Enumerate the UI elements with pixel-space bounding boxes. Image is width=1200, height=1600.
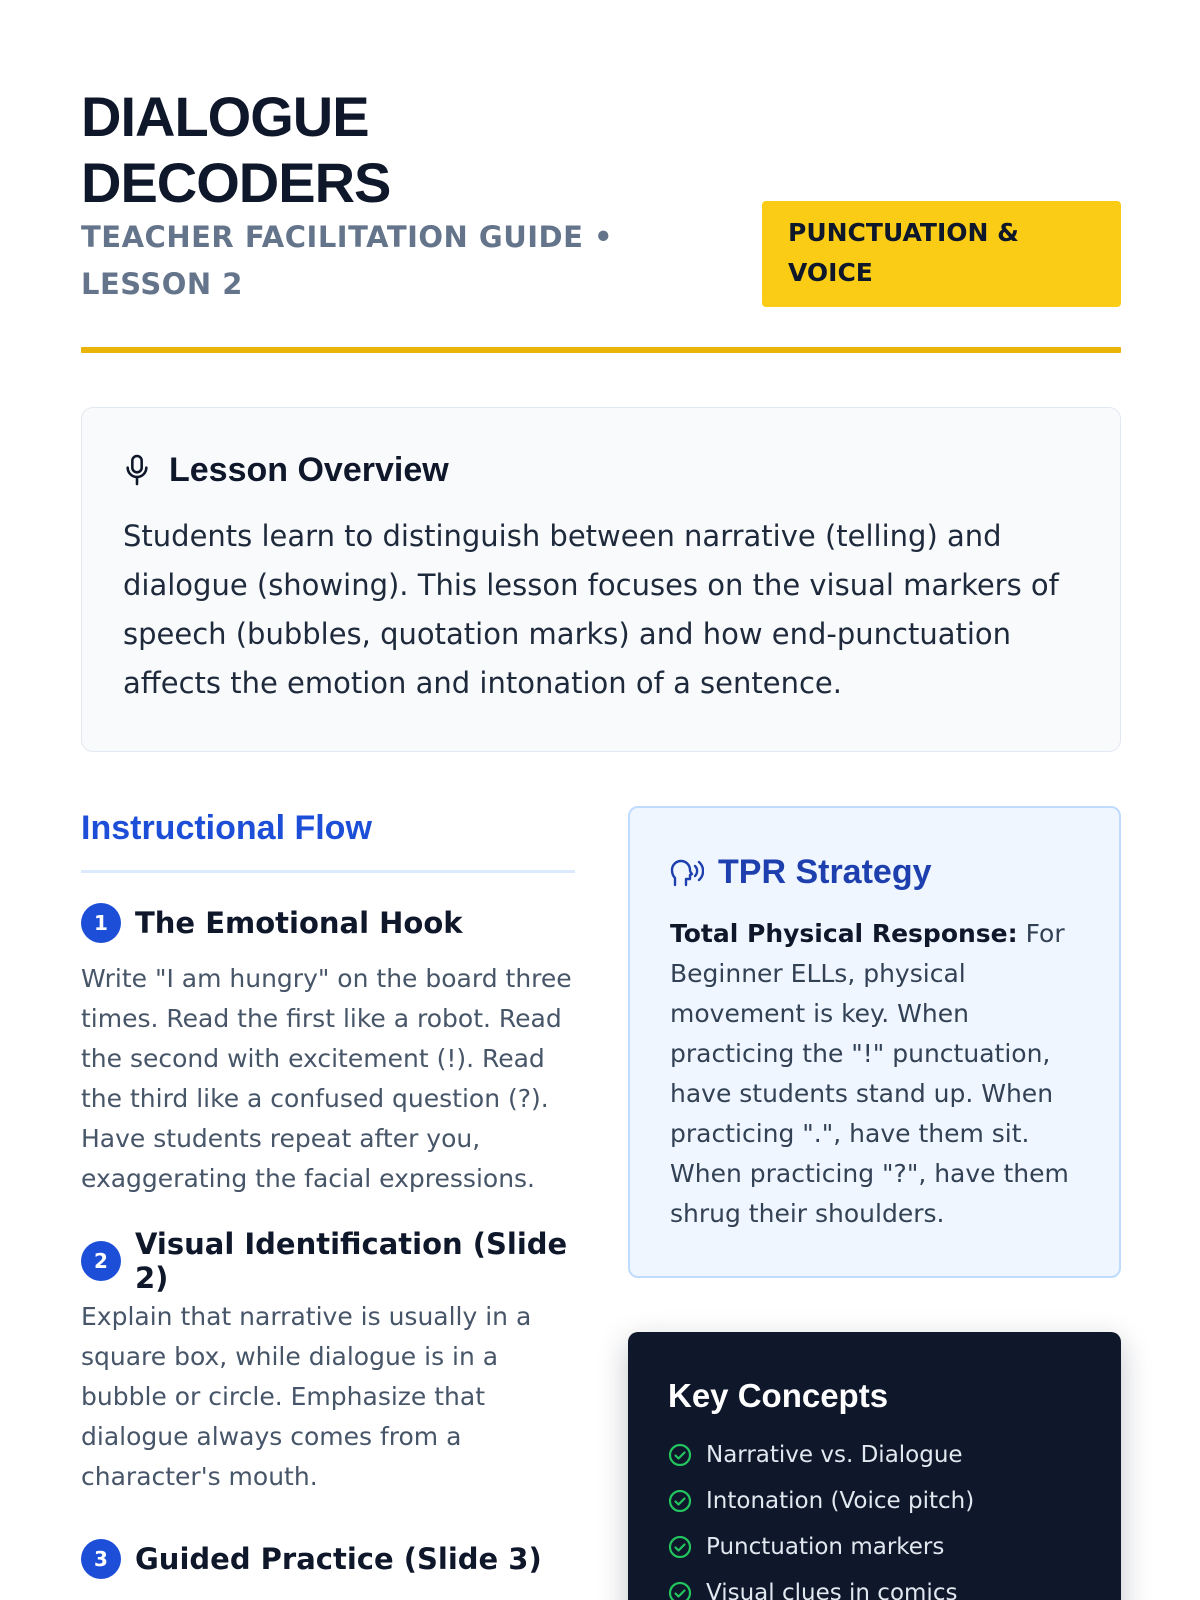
step-number-badge: 2 — [81, 1241, 121, 1281]
overview-title: Lesson Overview — [169, 450, 449, 489]
flow-title: Instructional Flow — [81, 809, 372, 847]
page-subtitle: TEACHER FACILITATION GUIDE • LESSON 2 — [81, 220, 614, 301]
step-text: Explain that narrative is usually in a square box, while dialogue is in a bubble or circle. Emphasize that dialogue always comes from a character's mouth. — [81, 1302, 532, 1491]
flow-step-3 — [81, 1539, 575, 1579]
concept-list — [668, 1432, 1081, 1600]
tpr-header — [670, 850, 1079, 894]
step-header — [81, 1539, 575, 1579]
lesson-overview-card — [81, 407, 1121, 752]
tpr-strategy-card — [628, 806, 1121, 1278]
title-line-1: DIALOGUE — [81, 85, 369, 148]
concepts-title: Key Concepts — [668, 1377, 889, 1414]
concept-item — [668, 1478, 1081, 1524]
key-concepts-card — [628, 1332, 1121, 1600]
flow-step-1 — [81, 903, 575, 1199]
instructional-flow — [81, 806, 575, 1579]
step-header — [81, 903, 575, 943]
header-divider — [81, 347, 1121, 353]
step-title: The Emotional Hook — [135, 906, 463, 940]
topic-badge: PUNCTUATION & VOICE — [762, 201, 1121, 307]
check-circle-icon — [668, 1581, 692, 1600]
lesson-guide-page — [81, 0, 1121, 1600]
check-circle-icon — [668, 1443, 692, 1467]
step-text: Write "I am hungry" on the board three times. Read the first like a robot. Read the second with excitement (!). Read the third like a confused question (?). Have students repeat after you, exaggerating the facial expressions. — [81, 964, 572, 1193]
speaking-head-icon — [670, 857, 704, 887]
page-title — [81, 84, 741, 216]
step-number-badge: 3 — [81, 1539, 121, 1579]
title-line-2: DECODERS — [81, 151, 391, 214]
flow-step-2 — [81, 1227, 575, 1497]
check-circle-icon — [668, 1489, 692, 1513]
microphone-icon — [123, 453, 151, 487]
step-title: Visual Identification (Slide 2) — [135, 1227, 568, 1295]
concept-label: Narrative vs. Dialogue — [706, 1442, 963, 1468]
step-header — [81, 1227, 575, 1295]
flow-divider — [81, 870, 575, 873]
concept-label: Intonation (Voice pitch) — [706, 1488, 975, 1514]
tpr-body: For Beginner ELLs, physical movement is key. When practicing the "!" punctuation, have students stand up. When practicing ".", have them sit. When practicing "?", have them shrug their shoulders. — [670, 919, 1069, 1228]
tpr-title: TPR Strategy — [718, 852, 932, 891]
tpr-text — [670, 914, 1079, 1234]
check-circle-icon — [668, 1535, 692, 1559]
concept-label: Visual clues in comics — [706, 1580, 958, 1600]
concept-item — [668, 1432, 1081, 1478]
concept-label: Punctuation markers — [706, 1534, 945, 1560]
step-title: Guided Practice (Slide 3) — [135, 1542, 542, 1576]
overview-header — [123, 448, 1079, 492]
concept-item — [668, 1524, 1081, 1570]
step-number-badge: 1 — [81, 903, 121, 943]
concept-item — [668, 1570, 1081, 1600]
tpr-lead: Total Physical Response: — [670, 919, 1018, 948]
overview-text: Students learn to distinguish between narrative (telling) and dialogue (showing). This lesson focuses on the visual markers of speech (bubbles, quotation marks) and how end-punctuation affects the emotion and intonation of a sentence. — [123, 519, 1059, 700]
